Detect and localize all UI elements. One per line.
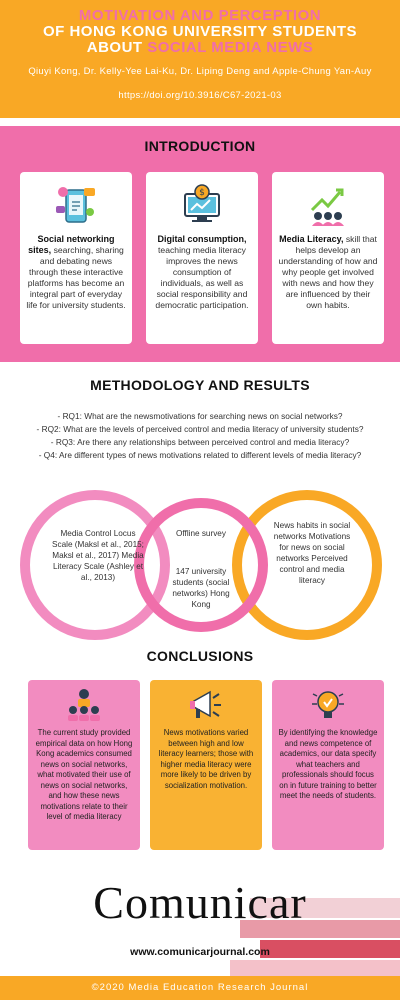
- conclusions-title: CONCLUSIONS: [146, 648, 254, 664]
- intro-card-digital-text: teaching media literacy improves the news consumption of individuals, as well as social responsibility and democratic participation.: [155, 245, 249, 310]
- intro-card-social: [20, 172, 132, 344]
- branding-area: [0, 858, 400, 978]
- media-literacy-icon: [306, 182, 350, 226]
- venn-right-text: News habits in social networks Motivations for news on social networks Perceived control and media literacy: [273, 521, 351, 585]
- venn-middle-bottom-text: 147 university students (social networks) Hong Kong: [172, 567, 230, 609]
- venn-circle-middle: [134, 498, 268, 632]
- digital-consumption-icon: [180, 182, 224, 226]
- intro-card-social-heading: Social networking sites,: [28, 234, 115, 255]
- comunicar-logo: Comunicar: [93, 877, 307, 928]
- introduction-title: INTRODUCTION: [144, 138, 256, 154]
- rq-1: - RQ1: What are the newsmotivations for searching news on social networks?: [57, 411, 343, 421]
- intro-card-literacy: [272, 172, 384, 344]
- social-networking-icon: [54, 182, 98, 226]
- conclusion-card-2: [150, 680, 262, 850]
- methodology-title: METHODOLOGY AND RESULTS: [90, 377, 310, 393]
- title-line-1: MOTIVATION AND PERCEPTION: [78, 7, 322, 24]
- venn-left-text: Media Control Locus Scale (Maksl et al., 2015; Maksl et al., 2017) Media Literacy Scale (Ashley et al., 2013): [52, 529, 144, 582]
- poster-title: [0, 0, 400, 56]
- intro-card-digital: [146, 172, 258, 344]
- venn-middle-top-text: Offline survey: [176, 529, 226, 538]
- conclusion-card-3: [272, 680, 384, 850]
- title-line-3-a: ABOUT: [86, 39, 148, 56]
- megaphone-icon: [188, 688, 224, 722]
- audience-icon: [66, 688, 102, 722]
- title-line-2: OF HONG KONG UNIVERSITY STUDENTS: [42, 23, 358, 40]
- intro-card-literacy-text: skill that helps develop an understanding of how and why people get involved with news and how they are influenced by their own habits.: [278, 234, 378, 310]
- footer-bar: ©2020 Media Education Research Journal: [0, 976, 400, 1000]
- conclusion-card-1: [28, 680, 140, 850]
- rq-4: - Q4: Are different types of news motivations related to different levels of media literacy?: [38, 450, 362, 460]
- intro-card-digital-heading: Digital consumption,: [157, 234, 247, 244]
- authors: Qiuyi Kong, Dr. Kelly-Yee Lai-Ku, Dr. Liping Deng and Apple-Chung Yan-Auy: [28, 66, 372, 77]
- rq-2: - RQ2: What are the levels of perceived control and media literacy of university students?: [36, 424, 364, 434]
- research-questions: [0, 410, 400, 462]
- conclusion-card-2-text: News motivations varied between high and low literacy learners; those with higher media literacy were more likely to be driven by socialization motivation.: [158, 728, 254, 790]
- intro-card-social-text: searching, sharing and debating news through these interactive platforms has become an integral part of everyday life for university students.: [26, 245, 126, 310]
- doi-link[interactable]: https://doi.org/10.3916/C67-2021-03: [118, 90, 282, 101]
- conclusion-card-3-text: By identifying the knowledge and news competence of academics, our data specify what teachers and professionals should focus on in future training to better meet the needs of students.: [278, 728, 378, 800]
- header-banner: [0, 0, 400, 118]
- svg-text:$: $: [199, 188, 205, 198]
- idea-icon: [310, 688, 346, 722]
- title-line-3-b: SOCIAL MEDIA NEWS: [147, 39, 314, 56]
- conclusion-card-1-text: The current study provided empirical data on how Hong Kong academics consumed news on social networks, what motivated their use of news on social networks, and how these news motivations relate to their level of media literacy: [35, 728, 133, 821]
- intro-card-literacy-heading: Media Literacy,: [279, 234, 344, 244]
- methodology-venn: [0, 490, 400, 640]
- rq-3: - RQ3: Are there any relationships between perceived control and media literacy?: [50, 437, 350, 447]
- title-line-3: [0, 40, 400, 56]
- journal-url[interactable]: www.comunicarjournal.com: [130, 946, 270, 958]
- introduction-section: [0, 126, 400, 362]
